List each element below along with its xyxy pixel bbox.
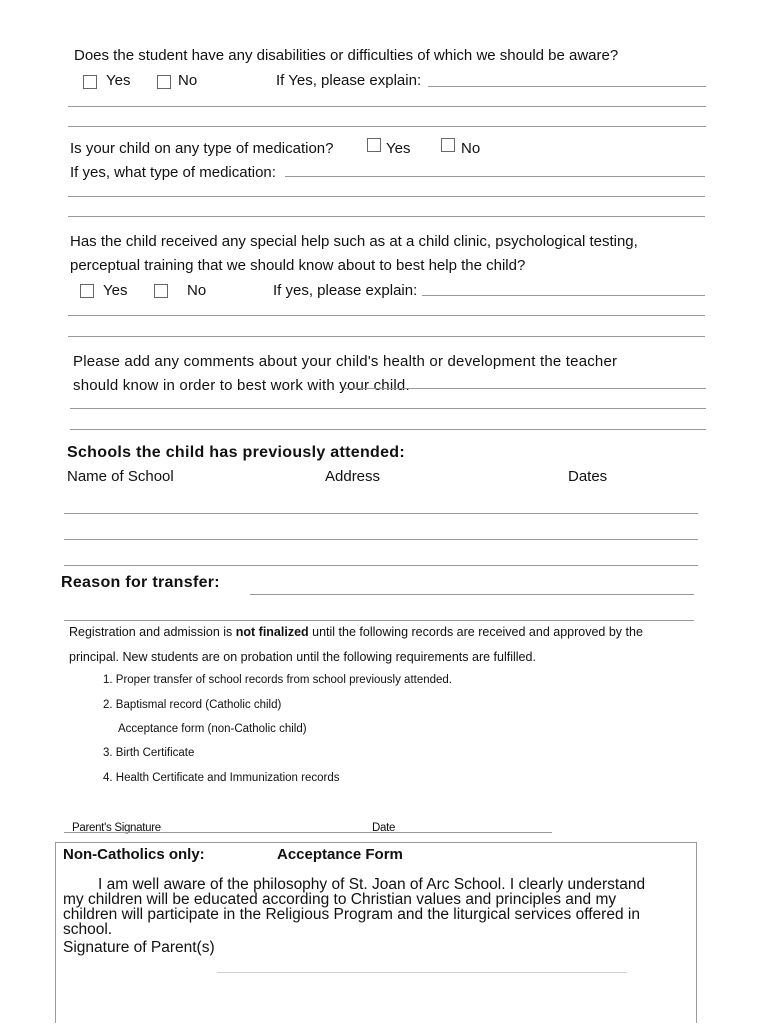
q2-explain-line[interactable] xyxy=(285,176,705,177)
q2-question: Is your child on any type of medication? xyxy=(70,140,334,157)
q3-no-checkbox[interactable] xyxy=(154,284,168,298)
q2-line-3[interactable] xyxy=(68,216,705,217)
date-label: Date xyxy=(372,822,396,834)
schools-line-1[interactable] xyxy=(64,513,698,514)
q3-no-label: No xyxy=(187,282,207,299)
schools-col-address: Address xyxy=(325,468,381,485)
acceptance-body: I am well aware of the philosophy of St. Joan of Arc School. I clearly understand my children will be educated according to Christian values and principles and my children will participate in the Religious Program and the liturgical services offered in school. xyxy=(63,876,646,938)
transfer-line-2[interactable] xyxy=(64,620,694,621)
parent-signature-label: Parent's Signature xyxy=(72,822,161,834)
schools-heading: Schools the child has previously attended: xyxy=(67,444,405,461)
schools-line-3[interactable] xyxy=(64,565,698,566)
q3-question-line1: Has the child received any special help such as at a child clinic, psychological testing, xyxy=(70,233,638,250)
q1-explain-line[interactable] xyxy=(428,86,706,87)
q2-no-label: No xyxy=(461,140,481,157)
q2-line-2[interactable] xyxy=(68,196,705,197)
schools-col-name: Name of School xyxy=(67,468,174,485)
q1-line-3[interactable] xyxy=(68,126,706,127)
q4-line-3[interactable] xyxy=(70,429,706,430)
q2-no-checkbox[interactable] xyxy=(441,138,455,152)
schools-line-2[interactable] xyxy=(64,539,698,540)
requirement-item: 3. Birth Certificate xyxy=(103,747,195,759)
registration-line2: principal. New students are on probation until the following requirements are fulfilled. xyxy=(69,650,536,664)
schools-col-dates: Dates xyxy=(568,468,608,485)
requirement-item: 2. Baptismal record (Catholic child) xyxy=(103,699,282,711)
transfer-line[interactable] xyxy=(250,594,694,595)
acceptance-signature-label: Signature of Parent(s) xyxy=(63,939,215,956)
requirement-item: 1. Proper transfer of school records from school previously attended. xyxy=(103,674,453,686)
q4-question-line1: Please add any comments about your child's health or development the teacher xyxy=(73,353,618,370)
q1-yes-checkbox[interactable] xyxy=(83,75,97,89)
q1-explain-label: If Yes, please explain: xyxy=(276,72,422,89)
q3-line-3[interactable] xyxy=(68,336,705,337)
requirement-item: 4. Health Certificate and Immunization records xyxy=(103,772,340,784)
requirement-item: Acceptance form (non-Catholic child) xyxy=(118,723,307,735)
q4-line-1[interactable] xyxy=(345,388,706,389)
transfer-heading: Reason for transfer: xyxy=(61,574,220,591)
q1-question: Does the student have any disabilities or difficulties of which we should be aware? xyxy=(74,47,619,64)
signature-line[interactable] xyxy=(64,832,552,833)
q4-line-2[interactable] xyxy=(70,408,706,409)
q3-question-line2: perceptual training that we should know about to best help the child? xyxy=(70,257,526,274)
q1-no-label: No xyxy=(178,72,198,89)
q2-explain-label: If yes, what type of medication: xyxy=(70,164,276,181)
q2-yes-checkbox[interactable] xyxy=(367,138,381,152)
acceptance-title: Acceptance Form xyxy=(277,846,403,863)
acceptance-signature-line[interactable] xyxy=(217,972,627,973)
q3-yes-label: Yes xyxy=(103,282,128,299)
q4-question-line2: should know in order to best work with your child. xyxy=(73,377,410,394)
q2-yes-label: Yes xyxy=(386,140,411,157)
q1-yes-label: Yes xyxy=(106,72,131,89)
q3-line-2[interactable] xyxy=(68,315,705,316)
acceptance-label: Non-Catholics only: xyxy=(63,846,205,863)
q3-explain-label: If yes, please explain: xyxy=(273,282,418,299)
q1-no-checkbox[interactable] xyxy=(157,75,171,89)
registration-intro: Registration and admission is not finalized until the following records are received and approved by the xyxy=(69,625,643,639)
q3-yes-checkbox[interactable] xyxy=(80,284,94,298)
q1-line-2[interactable] xyxy=(68,106,706,107)
q3-explain-line[interactable] xyxy=(422,295,705,296)
